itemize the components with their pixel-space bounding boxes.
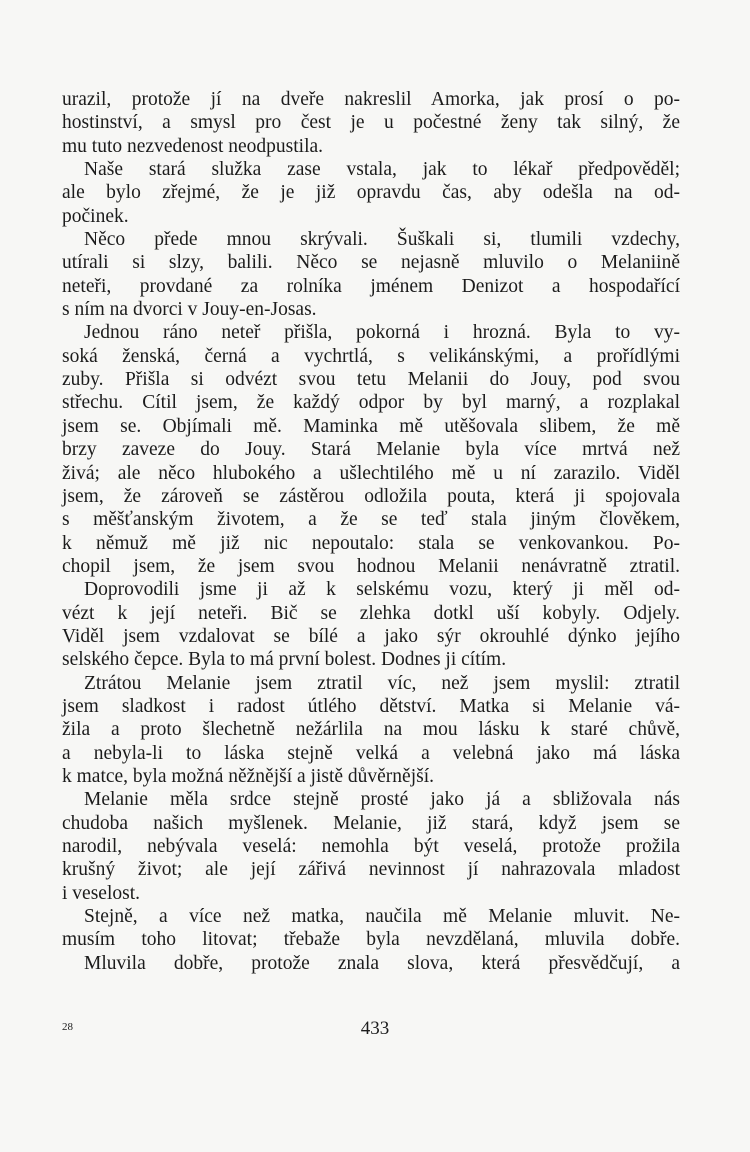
text-line: žila a proto šlechetně nežárlila na mou lásku k staré chůvě, [62,719,680,741]
body-text [62,88,680,975]
text-line: Doprovodili jsme ji až k selskému vozu, který ji měl od- [84,579,680,601]
text-line: Něco přede mnou skrývali. Šuškali si, tlumili vzdechy, [84,229,680,251]
text-line: musím toho litovat; třebaže byla nevzdělaná, mluvila dobře. [62,929,680,951]
text-line: utírali si slzy, balili. Něco se nejasně mluvilo o Melaniině [62,252,680,274]
text-line: Viděl jsem vzdalovat se bílé a jako sýr okrouhlé dýnko jejího [62,625,680,647]
text-line: krušný život; ale její zářivá nevinnost jí nahrazovala mladost [62,859,680,881]
text-line: neteři, provdané za rolníka jménem Denizot a hospodařící [62,275,680,297]
text-line: Jednou ráno neteř přišla, pokorná i hrozná. Byla to vy- [84,322,680,344]
text-line: Mluvila dobře, protože znala slova, která přesvědčují, a [84,952,680,974]
text-line: k matce, byla možná něžnější a jistě důvěrnější. [62,765,434,787]
text-line: Stejně, a více než matka, naučila mě Melanie mluvit. Ne- [84,906,680,928]
text-line: Melanie měla srdce stejně prosté jako já a sbližovala nás [84,789,680,811]
text-line: k němuž mě již nic nepoutalo: stala se venkovankou. Po- [62,532,680,554]
text-line: mu tuto nezvedenost neodpustila. [62,135,324,157]
text-line: živá; ale něco hlubokého a ušlechtilého mě u ní zarazilo. Viděl [62,462,680,484]
signature-mark: 28 [62,1021,73,1033]
text-line: chopil jsem, že jsem svou hodnou Melanii nenávratně ztratil. [62,555,680,577]
text-line: a nebyla-li to láska stejně velká a velebná jako má láska [62,742,680,764]
text-line: hostinství, a smysl pro čest je u počestné ženy tak silný, že [62,112,680,134]
text-line: počinek. [62,205,129,227]
text-line: urazil, protože jí na dveře nakreslil Amorka, jak prosí o po- [62,89,680,110]
text-line: i veselost. [62,882,140,904]
text-line: s ním na dvorci v Jouy-en-Josas. [62,299,317,321]
text-line: Ztrátou Melanie jsem ztratil víc, než jsem myslil: ztratil [84,672,680,694]
text-line: Naše stará služka zase vstala, jak to lékař předpověděl; [84,159,680,181]
text-line: jsem sladkost i radost útlého dětství. Matka si Melanie vá- [62,695,680,717]
text-line: zuby. Přišla si odvézt svou tetu Melanii do Jouy, pod svou [62,369,680,391]
text-line: s měšťanským životem, a že se teď stala jiným člověkem, [62,509,680,531]
text-line: narodil, nebývala veselá: nemohla být veselá, protože prožila [62,836,680,857]
text-line: ale bylo zřejmé, že je již opravdu čas, aby odešla na od- [62,182,680,204]
text-line: brzy zaveze do Jouy. Stará Melanie byla více mrtvá než [62,439,680,461]
text-line: jsem se. Objímali mě. Maminka mě utěšovala slibem, že mě [62,415,680,437]
text-line: soká ženská, černá a vychrtlá, s velikánskými, a prořídlými [62,345,680,367]
text-line: vézt k její neteři. Bič se zlehka dotkl uší kobyly. Odjely. [62,602,680,624]
page-footer [0,1018,750,1048]
text-line: jsem, že zároveň se zástěrou odložila pouta, která ji spojovala [62,485,680,507]
text-line: střechu. Cítil jsem, že každý odpor by byl marný, a rozplakal [62,392,680,414]
text-line: chudoba našich myšlenek. Melanie, již stará, když jsem se [62,812,680,834]
page-number: 433 [360,1018,390,1039]
text-line: selského čepce. Byla to má první bolest. Dodnes ji cítím. [62,649,507,671]
